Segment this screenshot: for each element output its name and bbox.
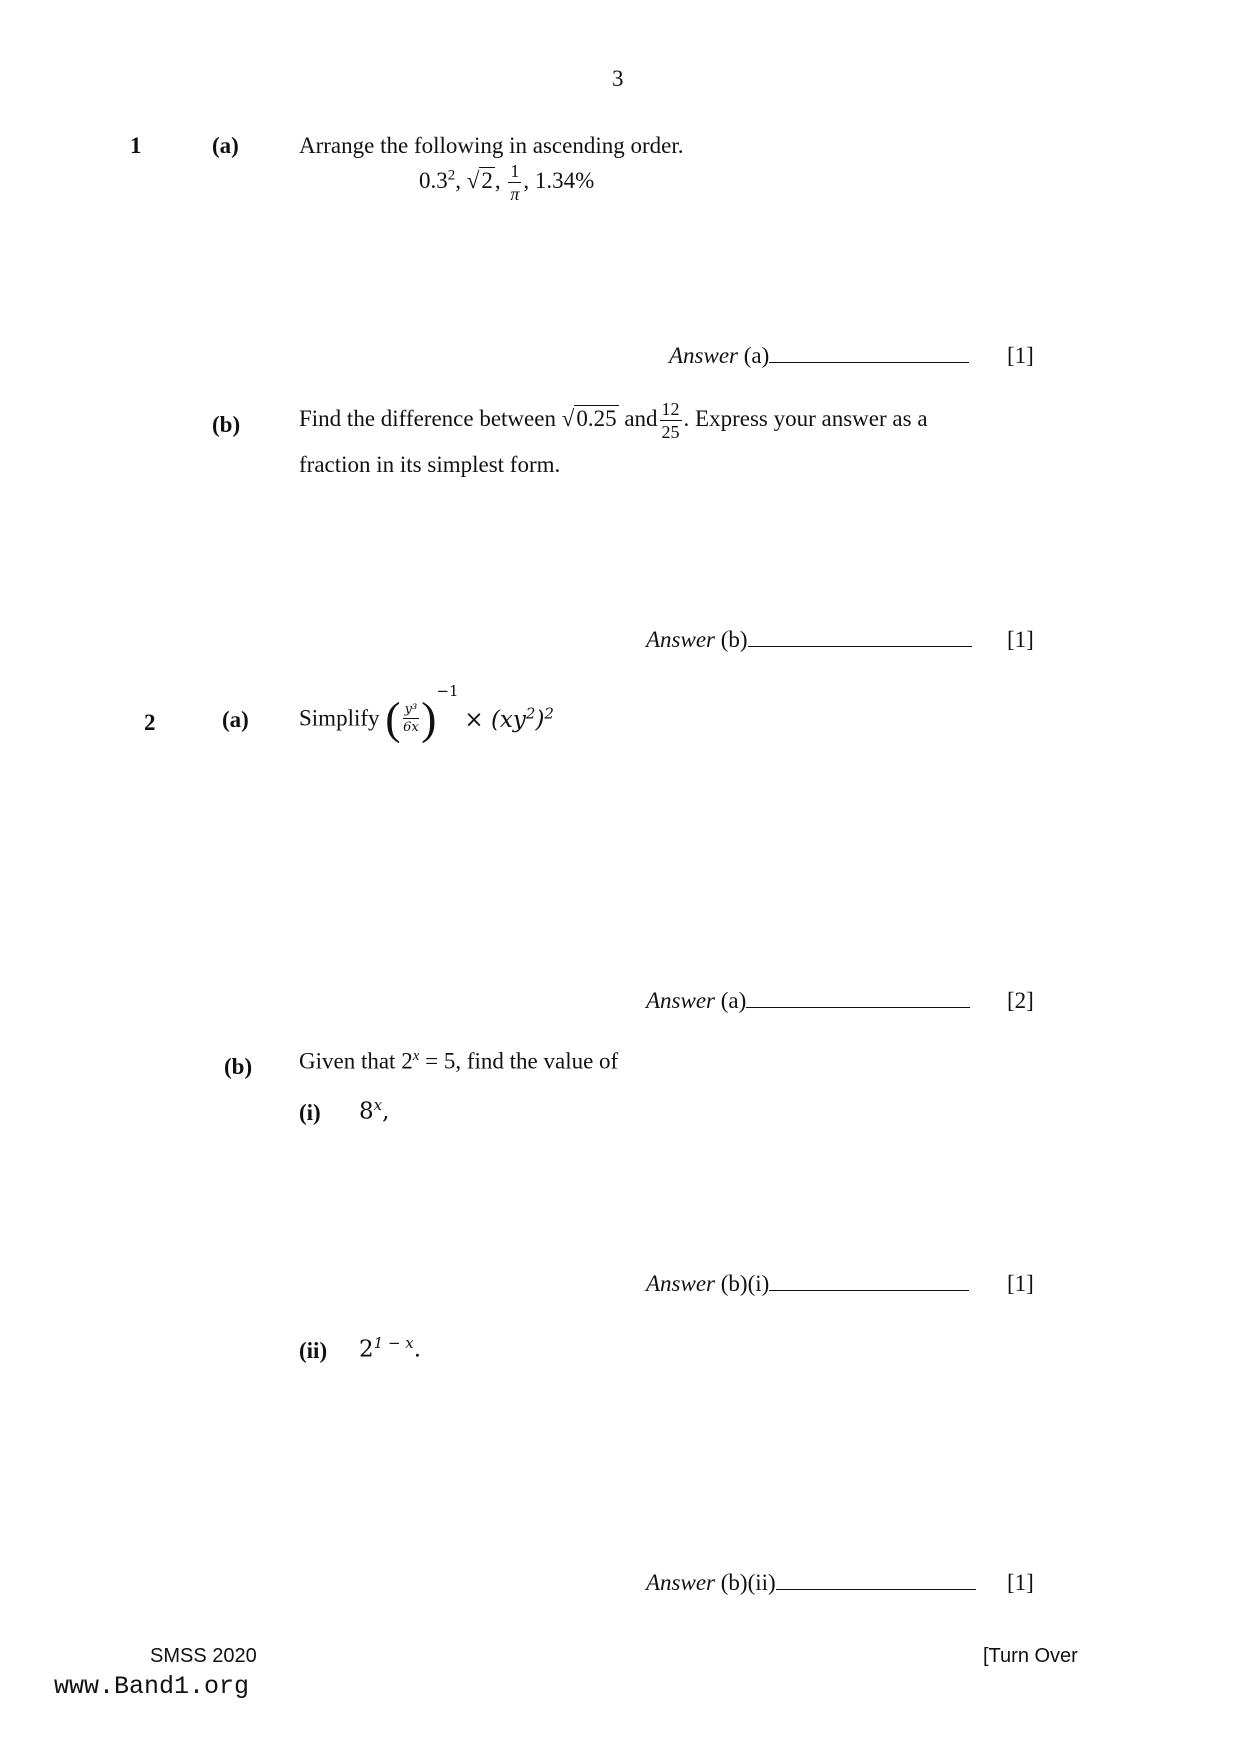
question-2b-text: Given that 2$^x$ = 5, find the value of [299,1048,619,1074]
question-1a-number-list: $0.3^2$, √2, $\frac{1}{\pi}$ , 1.34% [419,161,595,204]
answer-line-2bi[interactable]: Answer (b)(i) [646,1271,969,1297]
question-1a-label: (a) [212,133,239,158]
answer-line-2a[interactable]: Answer (a) [646,988,970,1014]
page-number: 3 [612,66,624,91]
question-2bii-expression: $2^{1 - x}$. [359,1334,422,1363]
marks-1a: [1] [1007,343,1034,368]
watermark-url: www.Band1.org [54,1672,250,1701]
marks-2a: [2] [1007,988,1034,1013]
question-2bi-label: (i) [299,1100,321,1125]
footer-school-year: SMSS 2020 [150,1645,257,1667]
question-2bi-expression: 8$^x$, [359,1096,390,1125]
list-item-sqrt: √2 [466,167,493,193]
question-1b-text-line2: fraction in its simplest form. [299,452,561,477]
answer-line-1a[interactable]: Answer (a) [669,343,969,369]
question-1-number: 1 [130,133,142,158]
footer-turn-over: [Turn Over [983,1645,1078,1667]
radicand-0-25: 0.25 [576,405,617,431]
list-item-fraction: $\frac{1}{\pi}$ [510,161,520,204]
question-2a-text: Simplify ( $\frac{\text{y³}}{6x}$ )$^{-1} \times (xy^2)^2$ [299,682,554,744]
marks-2bi: [1] [1007,1271,1034,1296]
question-2bii-label: (ii) [299,1338,328,1363]
question-2b-label: (b) [224,1054,253,1079]
question-1a-text: Arrange the following in ascending order. [299,133,684,158]
marks-1b: [1] [1007,627,1034,652]
question-1b-label: (b) [212,412,241,437]
marks-2bii: [1] [1007,1570,1034,1595]
question-2-number: 2 [144,710,156,735]
fraction-y3-over-6x: $\frac{\text{y³}}{6x}$ [403,702,419,736]
list-item-percent: 1.34% [534,167,595,193]
list-item-power: $0.3^2$ [419,167,456,193]
fraction-12-25: $\frac{12}{25}$ [661,399,680,442]
question-2a-label: (a) [222,707,249,732]
answer-line-2bii[interactable]: Answer (b)(ii) [646,1570,976,1596]
question-1b-text: Find the difference between √0.25 and $\frac{12}{25}$ . Express your answer as a [299,399,928,442]
answer-line-1b[interactable]: Answer (b) [646,627,972,653]
outer-exponent: −1 [436,682,459,700]
